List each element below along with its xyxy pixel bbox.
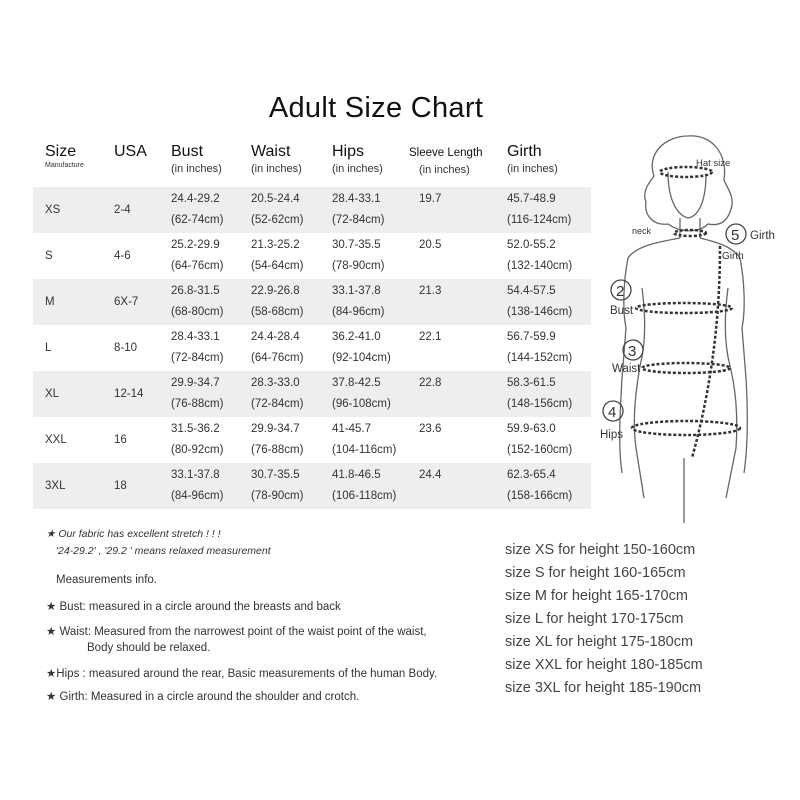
cell-hips-cm: (72-84cm) xyxy=(332,214,385,226)
header-bust-sub: (in inches) xyxy=(171,163,222,175)
cell-girth xyxy=(503,235,591,277)
waist-label: Waist xyxy=(612,363,641,375)
cell-bust-cm: (76-88cm) xyxy=(171,398,224,410)
table-row xyxy=(33,233,591,279)
cell-girth-inches: 56.7-59.9 xyxy=(507,331,556,343)
cell-waist xyxy=(247,465,327,507)
cell-sleeve: 21.3 xyxy=(419,285,442,297)
cell-usa: 8-10 xyxy=(114,341,138,354)
height-guide-item: size XS for height 150-160cm xyxy=(505,542,696,558)
cell-girth-cm: (144-152cm) xyxy=(507,352,573,364)
cell-waist-cm: (72-84cm) xyxy=(251,398,304,410)
cell-girth-inches: 59.9-63.0 xyxy=(507,423,556,435)
table-row xyxy=(33,463,591,509)
cell-waist xyxy=(247,189,327,231)
girth-line xyxy=(692,246,720,458)
cell-bust-inches: 25.2-29.9 xyxy=(171,239,220,251)
height-guide-item: size XXL for height 180-185cm xyxy=(505,657,703,673)
waist-number: 3 xyxy=(628,343,637,360)
cell-sleeve: 22.8 xyxy=(419,377,442,389)
cell-hips-cm: (92-104cm) xyxy=(332,352,391,364)
cell-waist-cm: (76-88cm) xyxy=(251,444,304,456)
cell-girth-cm: (152-160cm) xyxy=(507,444,573,456)
table-row xyxy=(33,325,591,371)
cell-waist-cm: (54-64cm) xyxy=(251,260,304,272)
note-fabric-stretch: ★ Our fabric has excellent stretch ! ! ! xyxy=(46,528,221,540)
face-outline xyxy=(668,172,706,218)
hair-outline xyxy=(645,136,732,231)
cell-bust xyxy=(167,373,247,415)
cell-waist-inches: 30.7-35.5 xyxy=(251,469,300,481)
neck-label: neck xyxy=(632,226,652,236)
cell-hips xyxy=(327,327,403,369)
note-girth: ★ Girth: Measured in a circle around the shoulder and crotch. xyxy=(46,691,360,703)
height-guide-item: size XL for height 175-180cm xyxy=(505,634,694,650)
size-table xyxy=(33,137,591,509)
height-guide-item: size 3XL for height 185-190cm xyxy=(505,680,702,696)
cell-hips-cm: (84-96cm) xyxy=(332,306,385,318)
waist-line xyxy=(642,363,730,373)
note-waist-continued: Body should be relaxed. xyxy=(87,642,211,654)
cell-girth xyxy=(503,419,591,461)
girth-label-secondary: Girth xyxy=(722,251,744,262)
cell-bust-inches: 31.5-36.2 xyxy=(171,423,220,435)
cell-waist xyxy=(247,235,327,277)
cell-girth-cm: (138-146cm) xyxy=(507,306,573,318)
cell-girth xyxy=(503,281,591,323)
header-usa xyxy=(111,143,167,161)
cell-usa: 12-14 xyxy=(114,387,144,400)
cell-waist-cm: (52-62cm) xyxy=(251,214,304,226)
bust-label: Bust xyxy=(610,305,634,317)
cell-bust-inches: 29.9-34.7 xyxy=(171,377,220,389)
header-size-label: Size xyxy=(45,143,77,160)
header-waist-label: Waist xyxy=(251,143,291,160)
hips-number: 4 xyxy=(608,404,617,421)
table-row xyxy=(33,187,591,233)
cell-bust-cm: (84-96cm) xyxy=(171,490,224,502)
height-guide-item: size L for height 170-175cm xyxy=(505,611,684,627)
height-guide-item: size S for height 160-165cm xyxy=(505,565,686,581)
cell-hips xyxy=(327,419,403,461)
table-row xyxy=(33,417,591,463)
cell-size: XS xyxy=(45,203,61,216)
body-measurement-figure xyxy=(596,128,796,523)
cell-waist-inches: 28.3-33.0 xyxy=(251,377,300,389)
cell-bust xyxy=(167,327,247,369)
header-sleeve-label: Sleeve Length xyxy=(409,147,483,159)
cell-hips xyxy=(327,373,403,415)
cell-bust-cm: (72-84cm) xyxy=(171,352,224,364)
cell-size: M xyxy=(45,295,55,308)
cell-hips-cm: (78-90cm) xyxy=(332,260,385,272)
cell-sleeve: 19.7 xyxy=(419,193,442,205)
cell-waist xyxy=(247,373,327,415)
cell-usa: 6X-7 xyxy=(114,295,139,308)
table-header-row xyxy=(33,137,591,187)
cell-waist xyxy=(247,281,327,323)
cell-size: XXL xyxy=(45,433,67,446)
cell-bust-cm: (64-76cm) xyxy=(171,260,224,272)
header-girth-label: Girth xyxy=(507,143,542,160)
note-measurements-info: Measurements info. xyxy=(56,574,157,586)
cell-hips-inches: 30.7-35.5 xyxy=(332,239,381,251)
cell-girth-cm: (116-124cm) xyxy=(507,214,572,226)
cell-bust-cm: (62-74cm) xyxy=(171,214,224,226)
header-bust xyxy=(167,143,247,178)
cell-bust-cm: (80-92cm) xyxy=(171,444,224,456)
cell-hips xyxy=(327,465,403,507)
hips-label: Hips xyxy=(600,429,624,441)
cell-hips-inches: 36.2-41.0 xyxy=(332,331,381,343)
header-size-sub: Manufacture xyxy=(45,162,84,169)
cell-bust-inches: 28.4-33.1 xyxy=(171,331,220,343)
cell-girth xyxy=(503,189,591,231)
cell-usa: 16 xyxy=(114,433,127,446)
cell-girth-cm: (158-166cm) xyxy=(507,490,573,502)
cell-size: S xyxy=(45,249,53,262)
table-row xyxy=(33,279,591,325)
header-girth-sub: (in inches) xyxy=(507,163,558,175)
cell-girth-inches: 45.7-48.9 xyxy=(507,193,556,205)
cell-hips-inches: 41.8-46.5 xyxy=(332,469,381,481)
cell-hips-cm: (104-116cm) xyxy=(332,444,397,456)
cell-girth xyxy=(503,465,591,507)
cell-girth-inches: 52.0-55.2 xyxy=(507,239,556,251)
cell-girth-inches: 62.3-65.4 xyxy=(507,469,556,481)
chart-title: Adult Size Chart xyxy=(268,92,484,124)
cell-bust xyxy=(167,419,247,461)
header-waist-sub: (in inches) xyxy=(251,163,302,175)
cell-hips xyxy=(327,189,403,231)
height-guide-item: size M for height 165-170cm xyxy=(505,588,688,604)
cell-sleeve: 22.1 xyxy=(419,331,442,343)
note-hips: ★Hips : measured around the rear, Basic measurements of the human Body. xyxy=(46,668,438,680)
cell-usa: 4-6 xyxy=(114,249,131,262)
header-sleeve xyxy=(403,143,503,179)
cell-waist-cm: (64-76cm) xyxy=(251,352,304,364)
cell-hips xyxy=(327,235,403,277)
cell-hips-inches: 33.1-37.8 xyxy=(332,285,381,297)
cell-usa: 2-4 xyxy=(114,203,131,216)
header-usa-label: USA xyxy=(114,143,147,160)
cell-bust-cm: (68-80cm) xyxy=(171,306,224,318)
cell-hips-cm: (106-118cm) xyxy=(332,490,397,502)
cell-waist xyxy=(247,327,327,369)
cell-size: L xyxy=(45,341,52,354)
cell-bust-inches: 26.8-31.5 xyxy=(171,285,220,297)
cell-girth xyxy=(503,373,591,415)
height-guide xyxy=(505,542,703,703)
cell-size: 3XL xyxy=(45,479,66,492)
cell-girth-inches: 58.3-61.5 xyxy=(507,377,556,389)
header-girth xyxy=(503,143,591,178)
cell-sleeve: 23.6 xyxy=(419,423,442,435)
cell-hips-inches: 41-45.7 xyxy=(332,423,372,435)
cell-girth xyxy=(503,327,591,369)
header-hips xyxy=(327,143,403,178)
header-hips-sub: (in inches) xyxy=(332,163,383,175)
cell-hips-cm: (96-108cm) xyxy=(332,398,391,410)
cell-girth-inches: 54.4-57.5 xyxy=(507,285,556,297)
cell-sleeve: 24.4 xyxy=(419,469,442,481)
header-sleeve-sub: (in inches) xyxy=(419,164,470,176)
hips-line xyxy=(632,421,740,435)
cell-bust xyxy=(167,189,247,231)
cell-waist-inches: 29.9-34.7 xyxy=(251,423,300,435)
girth-number: 5 xyxy=(731,227,740,244)
header-size xyxy=(33,143,111,171)
cell-girth-cm: (132-140cm) xyxy=(507,260,573,272)
header-waist xyxy=(247,143,327,178)
cell-hips-inches: 37.8-42.5 xyxy=(332,377,381,389)
cell-hips xyxy=(327,281,403,323)
body-outline xyxy=(634,288,736,523)
header-hips-label: Hips xyxy=(332,143,365,160)
cell-bust xyxy=(167,465,247,507)
cell-bust-inches: 33.1-37.8 xyxy=(171,469,220,481)
cell-waist xyxy=(247,419,327,461)
cell-sleeve: 20.5 xyxy=(419,239,442,251)
bust-number: 2 xyxy=(616,283,625,300)
cell-waist-inches: 24.4-28.4 xyxy=(251,331,300,343)
cell-waist-inches: 21.3-25.2 xyxy=(251,239,300,251)
cell-waist-cm: (78-90cm) xyxy=(251,490,304,502)
cell-hips-inches: 28.4-33.1 xyxy=(332,193,381,205)
cell-bust-inches: 24.4-29.2 xyxy=(171,193,220,205)
note-waist: ★ Waist: Measured from the narrowest point of the waist point of the waist, xyxy=(46,626,427,638)
cell-size: XL xyxy=(45,387,60,400)
cell-bust xyxy=(167,281,247,323)
cell-usa: 18 xyxy=(114,479,127,492)
header-bust-label: Bust xyxy=(171,143,204,160)
cell-bust xyxy=(167,235,247,277)
girth-label: Girth xyxy=(750,230,775,242)
cell-waist-inches: 22.9-26.8 xyxy=(251,285,300,297)
note-relaxed-measurement: '24-29.2' , '29.2 ' means relaxed measurement xyxy=(56,545,271,557)
note-bust: ★ Bust: measured in a circle around the breasts and back xyxy=(46,601,341,613)
table-row xyxy=(33,371,591,417)
hat-size-label: Hat size xyxy=(696,158,731,169)
cell-waist-inches: 20.5-24.4 xyxy=(251,193,300,205)
cell-girth-cm: (148-156cm) xyxy=(507,398,573,410)
cell-waist-cm: (58-68cm) xyxy=(251,306,304,318)
